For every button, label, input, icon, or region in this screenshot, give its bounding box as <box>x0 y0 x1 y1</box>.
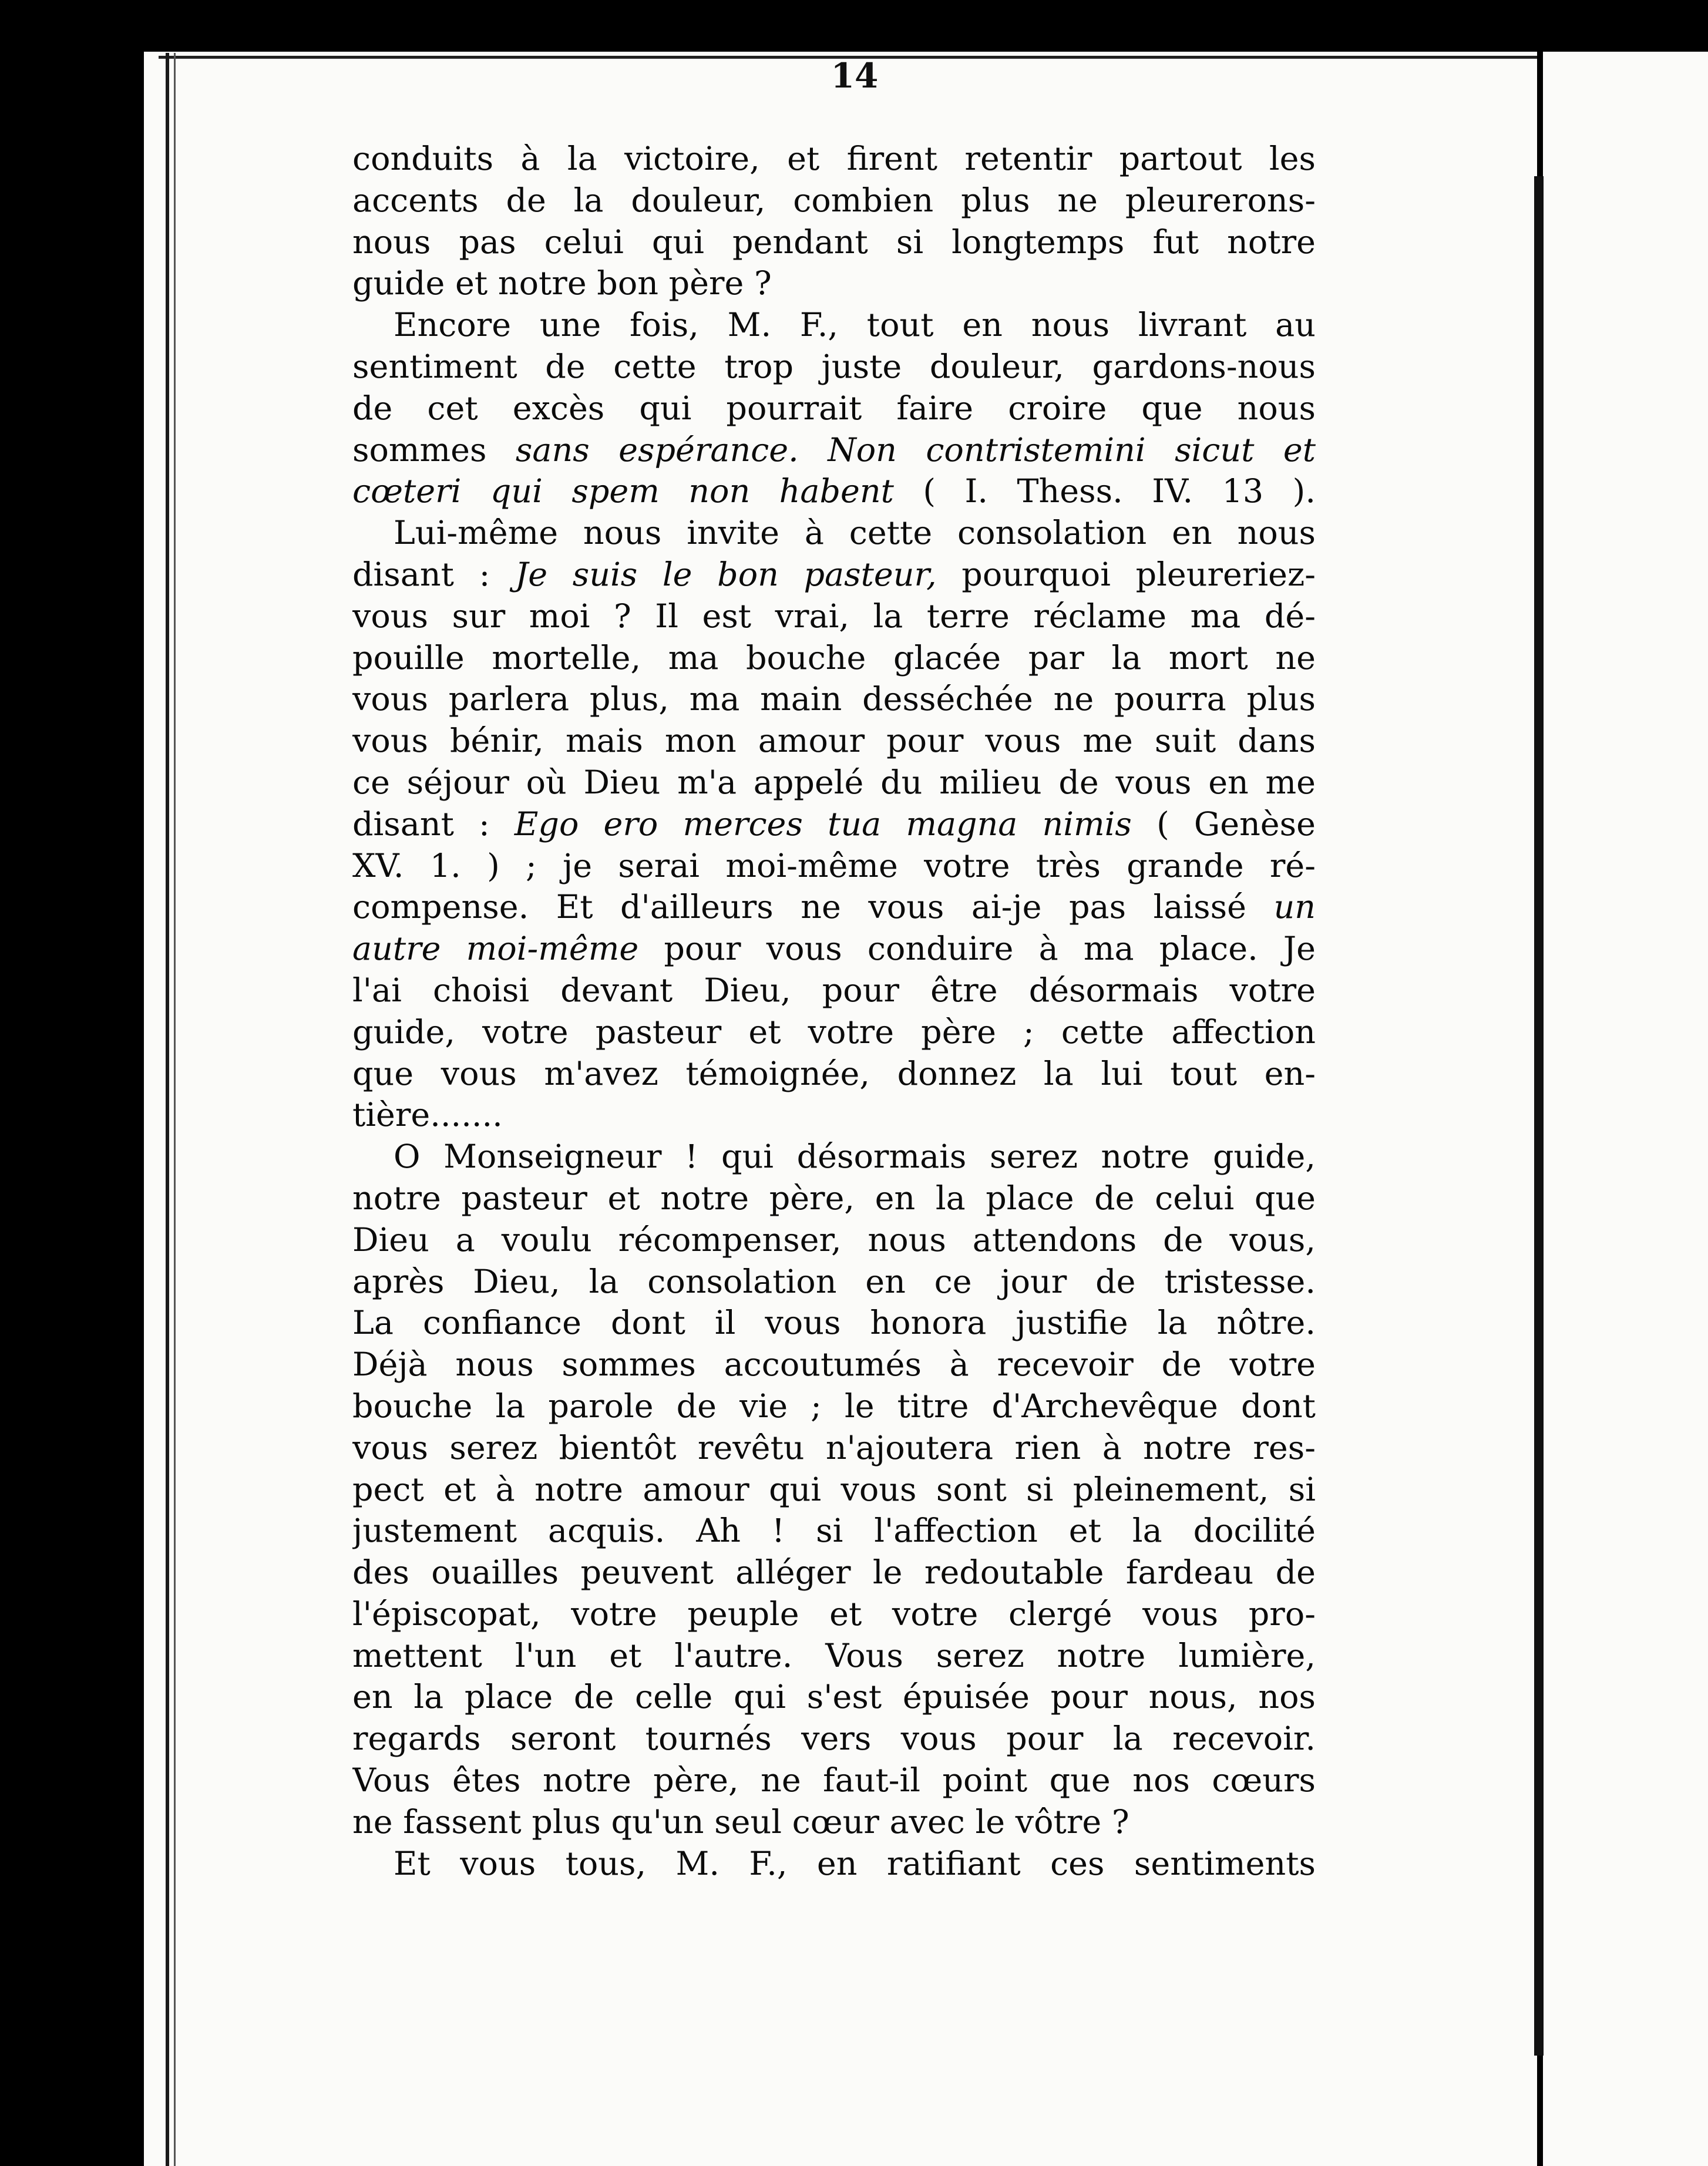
text-segment: nous pas celui qui pendant si longtemps fut notre <box>352 223 1316 261</box>
text-segment: ce séjour où Dieu m'a appelé du milieu de vous en me <box>352 763 1316 802</box>
top-scan-border <box>0 0 1708 52</box>
text-line <box>352 970 1316 1012</box>
text-segment: pour vous conduire à ma place. Je <box>638 930 1316 968</box>
text-segment: que vous m'avez témoignée, donnez la lui tout en- <box>352 1054 1316 1093</box>
text-line <box>352 388 1316 430</box>
body-text <box>352 139 1316 1885</box>
text-line <box>352 139 1316 180</box>
text-segment: mettent l'un et l'autre. Vous serez notre lumière, <box>352 1636 1316 1675</box>
text-segment: l'ai choisi devant Dieu, pour être désormais votre <box>352 971 1316 1010</box>
text-segment: pouille mortelle, ma bouche glacée par la mort ne <box>352 638 1316 677</box>
text-line <box>352 554 1316 596</box>
text-segment: vous bénir, mais mon amour pour vous me suit dans <box>352 722 1316 761</box>
text-line <box>352 929 1316 970</box>
text-segment: Lui-même nous invite à cette consolation en nous <box>394 514 1316 553</box>
italic-segment: cœteri qui spem non habent <box>352 472 894 511</box>
text-line <box>352 1511 1316 1552</box>
text-segment: l'épiscopat, votre peuple et votre clergé vous pro- <box>352 1595 1316 1633</box>
text-segment: de cet excès qui pourrait faire croire que nous <box>352 389 1316 428</box>
text-line <box>352 1594 1316 1636</box>
text-segment: Et vous tous, M. F., en ratifiant ces sentiments <box>394 1844 1316 1883</box>
text-line <box>352 679 1316 721</box>
text-line <box>352 430 1316 472</box>
facing-page <box>1543 52 1708 2166</box>
text-segment: sommes <box>352 430 516 469</box>
page-gutter <box>1534 176 1544 2056</box>
text-segment: compense. Et d'ailleurs ne vous ai-je pas laissé <box>352 888 1274 927</box>
text-line <box>352 222 1316 264</box>
text-segment: vous parlera plus, ma main desséchée ne pourra plus <box>352 680 1316 719</box>
text-line <box>352 762 1316 804</box>
text-segment: justement acquis. Ah ! si l'affection et la docilité <box>352 1512 1316 1550</box>
text-segment: vous serez bientôt revêtu n'ajoutera rien à notre res- <box>352 1428 1316 1467</box>
text-line <box>352 347 1316 388</box>
text-segment: Déjà nous sommes accoutumés à recevoir de votre <box>352 1346 1316 1384</box>
text-line <box>352 1054 1316 1095</box>
text-line <box>352 1262 1316 1303</box>
italic-segment: Non contristemini sicut et <box>828 430 1316 469</box>
text-segment: conduits à la victoire, et firent retentir partout les <box>352 140 1316 178</box>
text-segment: ne fassent plus qu'un seul cœur avec le vôtre ? <box>352 1802 1129 1841</box>
text-segment: vous sur moi ? Il est vrai, la terre réclame ma dé- <box>352 597 1316 635</box>
text-segment: pect et à notre amour qui vous sont si pleinement, si <box>352 1470 1316 1509</box>
text-segment: disant : <box>352 805 515 843</box>
text-segment <box>799 431 828 469</box>
italic-segment: Je suis le bon pasteur, <box>515 555 937 594</box>
text-line <box>352 1718 1316 1760</box>
italic-segment: un <box>1273 888 1316 927</box>
text-line <box>352 721 1316 762</box>
italic-segment: Ego ero merces tua magna nimis <box>514 805 1132 843</box>
text-line <box>352 804 1316 846</box>
text-line <box>352 513 1316 554</box>
text-segment: des ouailles peuvent alléger le redoutable fardeau de <box>352 1553 1316 1592</box>
text-segment: en la place de celle qui s'est épuisée pour nous, nos <box>352 1678 1316 1717</box>
text-line <box>352 1344 1316 1386</box>
text-segment: sentiment de cette trop juste douleur, gardons-nous <box>352 347 1316 386</box>
text-segment: Vous êtes notre père, ne faut-il point que nos cœurs <box>352 1761 1316 1800</box>
text-segment: accents de la douleur, combien plus ne pleurerons- <box>352 181 1316 220</box>
binding-edge <box>166 53 169 2166</box>
text-line <box>352 1469 1316 1511</box>
text-line <box>352 1428 1316 1469</box>
text-segment: La confiance dont il vous honora justifie la nôtre. <box>352 1304 1316 1343</box>
text-segment: O Monseigneur ! qui désormais serez notre guide, <box>394 1138 1316 1176</box>
text-segment: disant : <box>352 555 515 594</box>
text-line <box>352 263 1316 305</box>
text-segment: regards seront tournés vers vous pour la recevoir. <box>352 1720 1316 1758</box>
text-segment: ( Genèse <box>1131 805 1316 843</box>
text-line <box>352 1760 1316 1802</box>
italic-segment: sans espérance. <box>515 430 799 469</box>
text-line <box>352 846 1316 887</box>
text-line <box>352 1802 1316 1844</box>
text-segment: Dieu a voulu récompenser, nous attendons de vous, <box>352 1220 1316 1259</box>
text-line <box>352 887 1316 929</box>
text-segment: notre pasteur et notre père, en la place de celui que <box>352 1179 1316 1217</box>
text-line <box>352 596 1316 638</box>
text-line <box>352 1220 1316 1262</box>
text-line <box>352 180 1316 222</box>
text-segment: guide, votre pasteur et votre père ; cette affection <box>352 1013 1316 1051</box>
text-line <box>352 1386 1316 1428</box>
text-line <box>352 1178 1316 1220</box>
text-segment: Encore une fois, M. F., tout en nous livrant au <box>394 306 1316 345</box>
text-line <box>352 305 1316 347</box>
text-line <box>352 1095 1316 1136</box>
binding-edge-inner <box>174 53 176 2166</box>
text-line <box>352 1552 1316 1594</box>
text-segment: bouche la parole de vie ; le titre d'Archevêque dont <box>352 1387 1316 1425</box>
text-line <box>352 1012 1316 1054</box>
text-line <box>352 638 1316 680</box>
text-segment: ( I. Thess. IV. 13 ). <box>893 472 1316 511</box>
italic-segment: autre moi-même <box>352 930 639 968</box>
text-segment: guide et notre bon père ? <box>352 264 772 303</box>
text-line <box>352 1844 1316 1885</box>
text-line <box>352 1303 1316 1344</box>
text-segment: pourquoi pleureriez- <box>936 555 1316 594</box>
text-segment: XV. 1. ) ; je serai moi-même votre très grande ré- <box>352 846 1316 885</box>
text-line <box>352 1677 1316 1718</box>
text-line <box>352 1636 1316 1677</box>
text-segment: après Dieu, la consolation en ce jour de tristesse. <box>352 1262 1316 1301</box>
text-line <box>352 471 1316 513</box>
text-line <box>352 1136 1316 1178</box>
text-segment: tière....... <box>352 1096 503 1135</box>
page-number: 14 <box>831 56 879 96</box>
